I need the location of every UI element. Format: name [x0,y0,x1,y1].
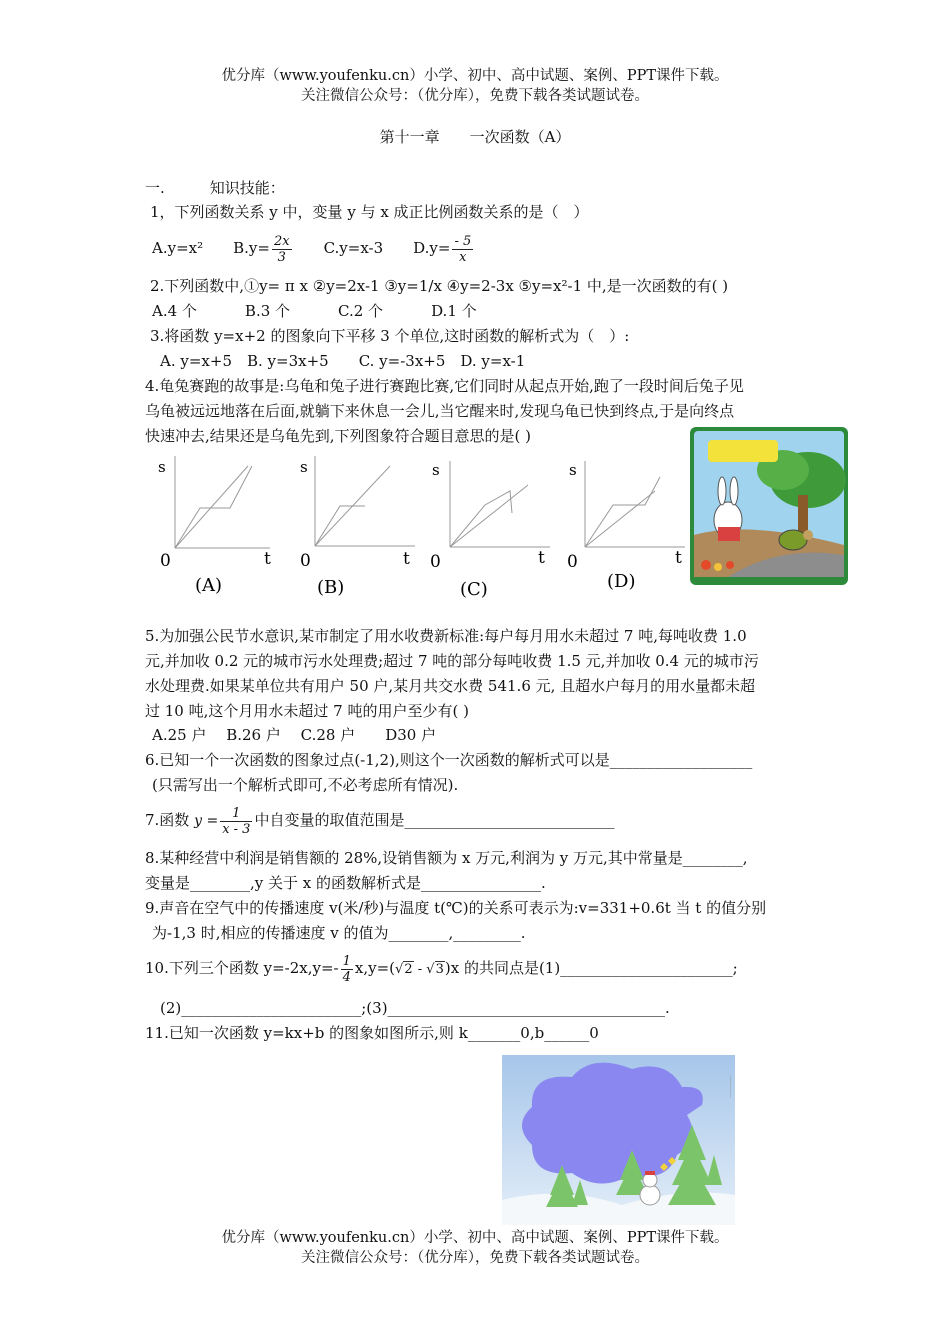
q10-prefix: 10.下列三个函数 y=-2x,y=- [145,959,339,977]
q4-graph-d [555,455,695,600]
q7-lhs: y = [194,813,219,829]
q4-line-2: 乌龟被远远地落在后面,就躺下来休息一会儿,当它醒来时,发现乌龟已快到终点,于是向终点 [145,402,735,420]
q5-line-3: 水处理费.如果某单位共有用户 50 户,某月共交水费 541.6 元, 且超水户每月的用水量都未超 [145,677,756,695]
q1-option-d-fraction: $\frac{- 5}{x}$ [454,233,472,265]
svg-text:............: ............ [728,1075,735,1098]
q4-label-b: (B) [317,577,345,598]
q10-mid: x,y=( [354,959,396,977]
header-line-1: 优分库（www.youfenku.cn）小学、初中、高中试题、案例、PPT课件下载。 [221,68,729,84]
q2-option-a: A.4 个 [152,302,197,320]
tortoise-hare-illustration [688,425,853,590]
footer-line-2: 关注微信公众号：（优分库），免费下载各类试题试卷。 [301,1250,649,1266]
q11-stem: 11.已知一次函数 y=kx+b 的图象如图所示,则 k_______0,b______0 [145,1024,599,1042]
q3-options: A. y=x+5 B. y=3x+5 C. y=-3x+5 D. y=x-1 [160,352,526,370]
q10-radicals: √2 - √3 [395,962,444,977]
q1-option-c: C.y=x-3 [323,239,384,257]
chapter-title: 第十一章 一次函数（A） [379,128,571,146]
q4-label-c: (C) [460,579,488,600]
q1-option-b-fraction: $\frac{2x}{3}$ [273,233,290,265]
q4-c-axis-t: t [538,548,545,568]
q4-label-a: (A) [195,575,223,596]
q1-stem: 1，下列函数关系 y 中，变量 y 与 x 成正比例函数关系的是（ ） [150,203,589,221]
q6-line-1: 6.已知一个一次函数的图象过点(-1,2),则这个一次函数的解析式可以是___________________ [145,751,753,769]
q5-line-2: 元,并加收 0.2 元的城市污水处理费;超过 7 吨的部分每吨收费 1.5 元,并加收 0.4 元的城市污 [145,652,759,670]
q4-b-origin: 0 [300,551,311,571]
q1-options [152,230,475,266]
q4-graph-a [140,448,290,603]
q9-line-1: 9.声音在空气中的传播速度 v(米/秒)与温度 t(℃)的关系可表示为:v=331+0.6t 当 t 的值分别 [145,899,767,917]
q7-line [145,800,614,840]
q4-d-axis-s: s [569,461,577,479]
q1-option-b-label: B.y= [233,239,270,257]
q4-graph-b [285,448,425,603]
q2-options [152,299,477,323]
q4-b-axis-t: t [403,549,410,569]
q2-stem: 2.下列函数中,①y= π x ②y=2x-1 ③y=1/x ④y=2-3x ⑤y=x²-1 中,是一次函数的有( ) [150,277,729,295]
section-heading: 一. 知识技能： [145,179,285,197]
q4-c-axis-s: s [432,461,440,479]
q5-line-4: 过 10 吨,这个月用水未超过 7 吨的用户至少有( ) [145,702,469,720]
q4-a-axis-s: s [158,458,166,476]
q4-a-origin: 0 [160,551,171,571]
q5-line-1: 5.为加强公民节水意识,某市制定了用水收费新标准:每户每月用水未超过 7 吨,每吨收费 1.0 [145,627,747,645]
q4-b-axis-s: s [300,458,308,476]
q4-d-origin: 0 [567,552,578,572]
header-line-2: 关注微信公众号：（优分库），免费下载各类试题试卷。 [301,88,649,104]
q6-line-2: (只需写出一个解析式即可,不必考虑所有情况). [152,776,459,794]
q4-label-d: (D) [607,571,636,592]
q4-c-origin: 0 [430,552,441,572]
q7-prefix: 7.函数 [145,811,190,829]
q10-fraction: $\frac{1}{4}$ [342,953,351,985]
q8-line-1: 8.某种经营中利润是销售额的 28%,设销售额为 x 万元,利润为 y 万元,其中常量是________, [145,849,748,867]
q4-line-1: 4.龟兔赛跑的故事是:乌龟和兔子进行赛跑比赛,它们同时从起点开始,跑了一段时间后兔子见 [145,377,744,395]
q3-stem: 3.将函数 y=x+2 的图象向下平移 3 个单位,这时函数的解析式为（ ）: [150,327,630,345]
q4-graph-c [420,455,560,605]
q4-d-axis-t: t [675,548,682,568]
q2-option-d: D.1 个 [431,302,477,320]
q8-line-2: 变量是________,y 关于 x 的函数解析式是________________. [145,874,546,892]
q10-line-1 [145,948,738,988]
q7-fraction: $\frac{1}{x - 3}$ [222,805,251,837]
q1-option-a: A.y=x² [152,239,204,257]
q4-a-axis-t: t [264,549,271,569]
q5-options: A.25 户 B.26 户 C.28 户 D30 户 [152,726,437,744]
q10-suffix: )x 的共同点是(1)_______________________; [444,959,738,977]
q2-option-c: C.2 个 [338,302,384,320]
q11-graph-illustration [502,1055,735,1225]
q2-option-b: B.3 个 [244,302,291,320]
q7-suffix: 中自变量的取值范围是____________________________ [254,811,615,829]
q10-line-2: (2)________________________;(3)_____________________________________. [160,999,670,1017]
footer-line-1: 优分库（www.youfenku.cn）小学、初中、高中试题、案例、PPT课件下载。 [221,1230,729,1246]
q9-line-2: 为-1,3 时,相应的传播速度 v 的值为________,_________. [152,924,526,942]
q1-option-d-label: D.y= [413,239,451,257]
q4-line-3: 快速冲去,结果还是乌龟先到,下列图象符合题目意思的是( ) [145,427,532,445]
